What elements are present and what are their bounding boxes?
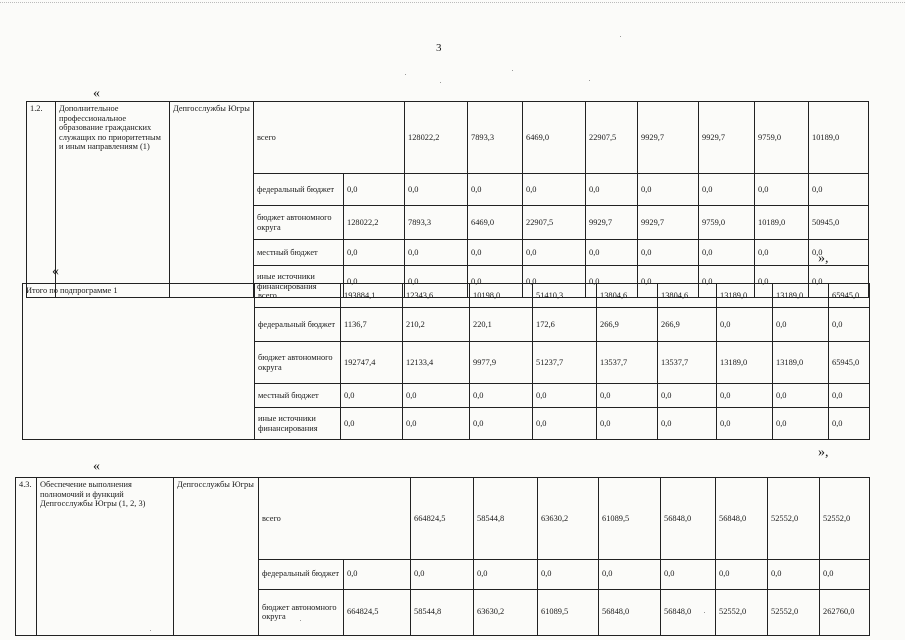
value-cell: 664824,5 xyxy=(411,478,474,560)
value-cell: 266,9 xyxy=(597,308,658,342)
value-cell: 0,0 xyxy=(699,240,755,266)
value-cell: 22907,5 xyxy=(586,102,638,174)
value-cell: 220,1 xyxy=(470,308,533,342)
value-cell: 0,0 xyxy=(405,174,468,206)
value-cell: 58544,8 xyxy=(474,478,538,560)
value-cell: 9929,7 xyxy=(638,102,699,174)
value-cell: 0,0 xyxy=(820,559,870,589)
value-cell: 193884,1 xyxy=(341,284,403,308)
value-cell: 0,0 xyxy=(661,559,716,589)
value-cell: 0,0 xyxy=(586,174,638,206)
value-cell: 56848,0 xyxy=(661,589,716,635)
value-cell: 0,0 xyxy=(403,408,470,440)
value-cell: 13189,0 xyxy=(773,284,829,308)
subtotal-title: Итого по подпрограмме 1 xyxy=(23,284,255,440)
value-cell: 22907,5 xyxy=(523,206,586,240)
value-cell: 0,0 xyxy=(470,384,533,408)
value-cell: 9759,0 xyxy=(755,102,809,174)
value-cell: 61089,5 xyxy=(599,478,661,560)
value-cell: 56848,0 xyxy=(716,478,768,560)
value-cell: 128022,2 xyxy=(344,206,405,240)
value-cell: 65945,0 xyxy=(829,284,870,308)
value-cell: 0,0 xyxy=(597,408,658,440)
executor: Депгосслужбы Югры xyxy=(174,478,259,636)
source-label: всего xyxy=(259,478,411,560)
value-cell: 63630,2 xyxy=(538,478,599,560)
value-cell: 52552,0 xyxy=(768,478,820,560)
page-number: 3 xyxy=(436,42,442,54)
scan-speck xyxy=(150,630,151,631)
value-cell: 0,0 xyxy=(344,559,411,589)
activity-title: Обеспечение выполнения полномочий и функций Депгосслужбы Югры (1, 2, 3) xyxy=(37,478,174,636)
table-row xyxy=(27,102,869,174)
value-cell: 0,0 xyxy=(809,174,869,206)
value-cell: 0,0 xyxy=(699,266,755,298)
value-cell: 0,0 xyxy=(344,266,405,298)
value-cell: 0,0 xyxy=(586,240,638,266)
source-label: бюджет автономного округа xyxy=(254,206,344,240)
value-cell: 51237,7 xyxy=(533,342,597,384)
value-cell: 13189,0 xyxy=(717,284,773,308)
value-cell: 6469,0 xyxy=(468,206,523,240)
source-label: иные источники финансирования xyxy=(254,266,344,298)
value-cell: 0,0 xyxy=(755,240,809,266)
value-cell: 0,0 xyxy=(755,174,809,206)
value-cell: 0,0 xyxy=(523,240,586,266)
value-cell: 13537,7 xyxy=(658,342,717,384)
open-quote-3: « xyxy=(93,459,100,474)
table-subprogram-total xyxy=(22,283,870,440)
value-cell: 0,0 xyxy=(638,174,699,206)
scan-speck xyxy=(405,74,406,75)
table-program-1-2 xyxy=(26,101,869,298)
value-cell: 0,0 xyxy=(717,308,773,342)
value-cell: 56848,0 xyxy=(599,589,661,635)
activity-title: Дополнительное профессиональное образование гражданских служащих по приоритетным и иным направлениям (1) xyxy=(56,102,170,298)
value-cell: 0,0 xyxy=(773,384,829,408)
value-cell: 0,0 xyxy=(533,384,597,408)
value-cell: 10198,0 xyxy=(470,284,533,308)
value-cell: 128022,2 xyxy=(405,102,468,174)
value-cell: 210,2 xyxy=(403,308,470,342)
scan-speck xyxy=(512,70,513,71)
table-row xyxy=(16,478,870,560)
value-cell: 192747,4 xyxy=(341,342,403,384)
value-cell: 0,0 xyxy=(468,240,523,266)
value-cell: 0,0 xyxy=(411,559,474,589)
value-cell: 0,0 xyxy=(533,408,597,440)
value-cell: 0,0 xyxy=(468,174,523,206)
value-cell: 0,0 xyxy=(768,559,820,589)
value-cell: 0,0 xyxy=(658,408,717,440)
value-cell: 0,0 xyxy=(699,174,755,206)
value-cell: 9929,7 xyxy=(586,206,638,240)
value-cell: 262760,0 xyxy=(820,589,870,635)
value-cell: 0,0 xyxy=(597,384,658,408)
open-quote-2: « xyxy=(52,264,59,279)
value-cell: 58544,8 xyxy=(411,589,474,635)
scan-speck xyxy=(704,612,705,613)
value-cell: 52552,0 xyxy=(820,478,870,560)
value-cell: 9977,9 xyxy=(470,342,533,384)
value-cell: 0,0 xyxy=(403,384,470,408)
value-cell: 56848,0 xyxy=(661,478,716,560)
close-quote-1: », xyxy=(818,251,829,266)
value-cell: 7893,3 xyxy=(468,102,523,174)
value-cell: 0,0 xyxy=(829,308,870,342)
close-quote-2: », xyxy=(818,445,829,460)
source-label: всего xyxy=(254,102,405,174)
value-cell: 0,0 xyxy=(470,408,533,440)
value-cell: 0,0 xyxy=(405,240,468,266)
value-cell: 0,0 xyxy=(717,408,773,440)
value-cell: 0,0 xyxy=(773,308,829,342)
value-cell: 13804,6 xyxy=(597,284,658,308)
value-cell: 6469,0 xyxy=(523,102,586,174)
table-row xyxy=(23,284,870,308)
value-cell: 0,0 xyxy=(474,559,538,589)
value-cell: 51410,3 xyxy=(533,284,597,308)
value-cell: 10189,0 xyxy=(809,102,869,174)
source-label: федеральный бюджет xyxy=(255,308,341,342)
source-label: всего xyxy=(255,284,341,308)
value-cell: 65945,0 xyxy=(829,342,870,384)
source-label: федеральный бюджет xyxy=(254,174,344,206)
source-label: иные источники финансирования xyxy=(255,408,341,440)
source-label: местный бюджет xyxy=(254,240,344,266)
source-label: местный бюджет xyxy=(255,384,341,408)
value-cell: 0,0 xyxy=(468,266,523,298)
value-cell: 10189,0 xyxy=(755,206,809,240)
scan-speck xyxy=(440,82,441,83)
value-cell: 0,0 xyxy=(405,266,468,298)
value-cell: 0,0 xyxy=(523,174,586,206)
value-cell: 0,0 xyxy=(717,384,773,408)
value-cell: 0,0 xyxy=(344,240,405,266)
value-cell: 172,6 xyxy=(533,308,597,342)
value-cell: 0,0 xyxy=(341,384,403,408)
value-cell: 12133,4 xyxy=(403,342,470,384)
value-cell: 12343,6 xyxy=(403,284,470,308)
value-cell: 266,9 xyxy=(658,308,717,342)
value-cell: 0,0 xyxy=(586,266,638,298)
value-cell: 0,0 xyxy=(809,266,869,298)
value-cell: 13189,0 xyxy=(717,342,773,384)
value-cell: 0,0 xyxy=(755,266,809,298)
value-cell: 50945,0 xyxy=(809,206,869,240)
executor: Депгосслужбы Югры xyxy=(170,102,254,298)
value-cell: 0,0 xyxy=(809,240,869,266)
row-number: 4.3. xyxy=(16,478,37,636)
value-cell: 0,0 xyxy=(523,266,586,298)
value-cell: 0,0 xyxy=(658,384,717,408)
value-cell: 61089,5 xyxy=(538,589,599,635)
table-program-4-3 xyxy=(15,477,870,636)
value-cell: 13537,7 xyxy=(597,342,658,384)
value-cell: 52552,0 xyxy=(768,589,820,635)
value-cell: 0,0 xyxy=(344,174,405,206)
value-cell: 0,0 xyxy=(538,559,599,589)
row-number: 1.2. xyxy=(27,102,56,298)
scan-speck xyxy=(589,80,590,81)
value-cell: 664824,5 xyxy=(344,589,411,635)
source-label: бюджет автономного округа xyxy=(259,589,344,635)
value-cell: 52552,0 xyxy=(716,589,768,635)
source-label: федеральный бюджет xyxy=(259,559,344,589)
source-label: бюджет автономного округа xyxy=(255,342,341,384)
value-cell: 0,0 xyxy=(599,559,661,589)
value-cell: 1136,7 xyxy=(341,308,403,342)
value-cell: 63630,2 xyxy=(474,589,538,635)
value-cell: 0,0 xyxy=(829,408,870,440)
value-cell: 0,0 xyxy=(638,240,699,266)
value-cell: 13804,6 xyxy=(658,284,717,308)
open-quote-1: « xyxy=(93,86,100,101)
scan-speck xyxy=(620,36,621,37)
value-cell: 9929,7 xyxy=(699,102,755,174)
value-cell: 0,0 xyxy=(341,408,403,440)
value-cell: 9929,7 xyxy=(638,206,699,240)
value-cell: 13189,0 xyxy=(773,342,829,384)
value-cell: 0,0 xyxy=(829,384,870,408)
value-cell: 7893,3 xyxy=(405,206,468,240)
scan-speck xyxy=(300,620,301,621)
value-cell: 0,0 xyxy=(773,408,829,440)
value-cell: 0,0 xyxy=(716,559,768,589)
value-cell: 9759,0 xyxy=(699,206,755,240)
scan-edge xyxy=(0,2,905,3)
value-cell: 0,0 xyxy=(638,266,699,298)
